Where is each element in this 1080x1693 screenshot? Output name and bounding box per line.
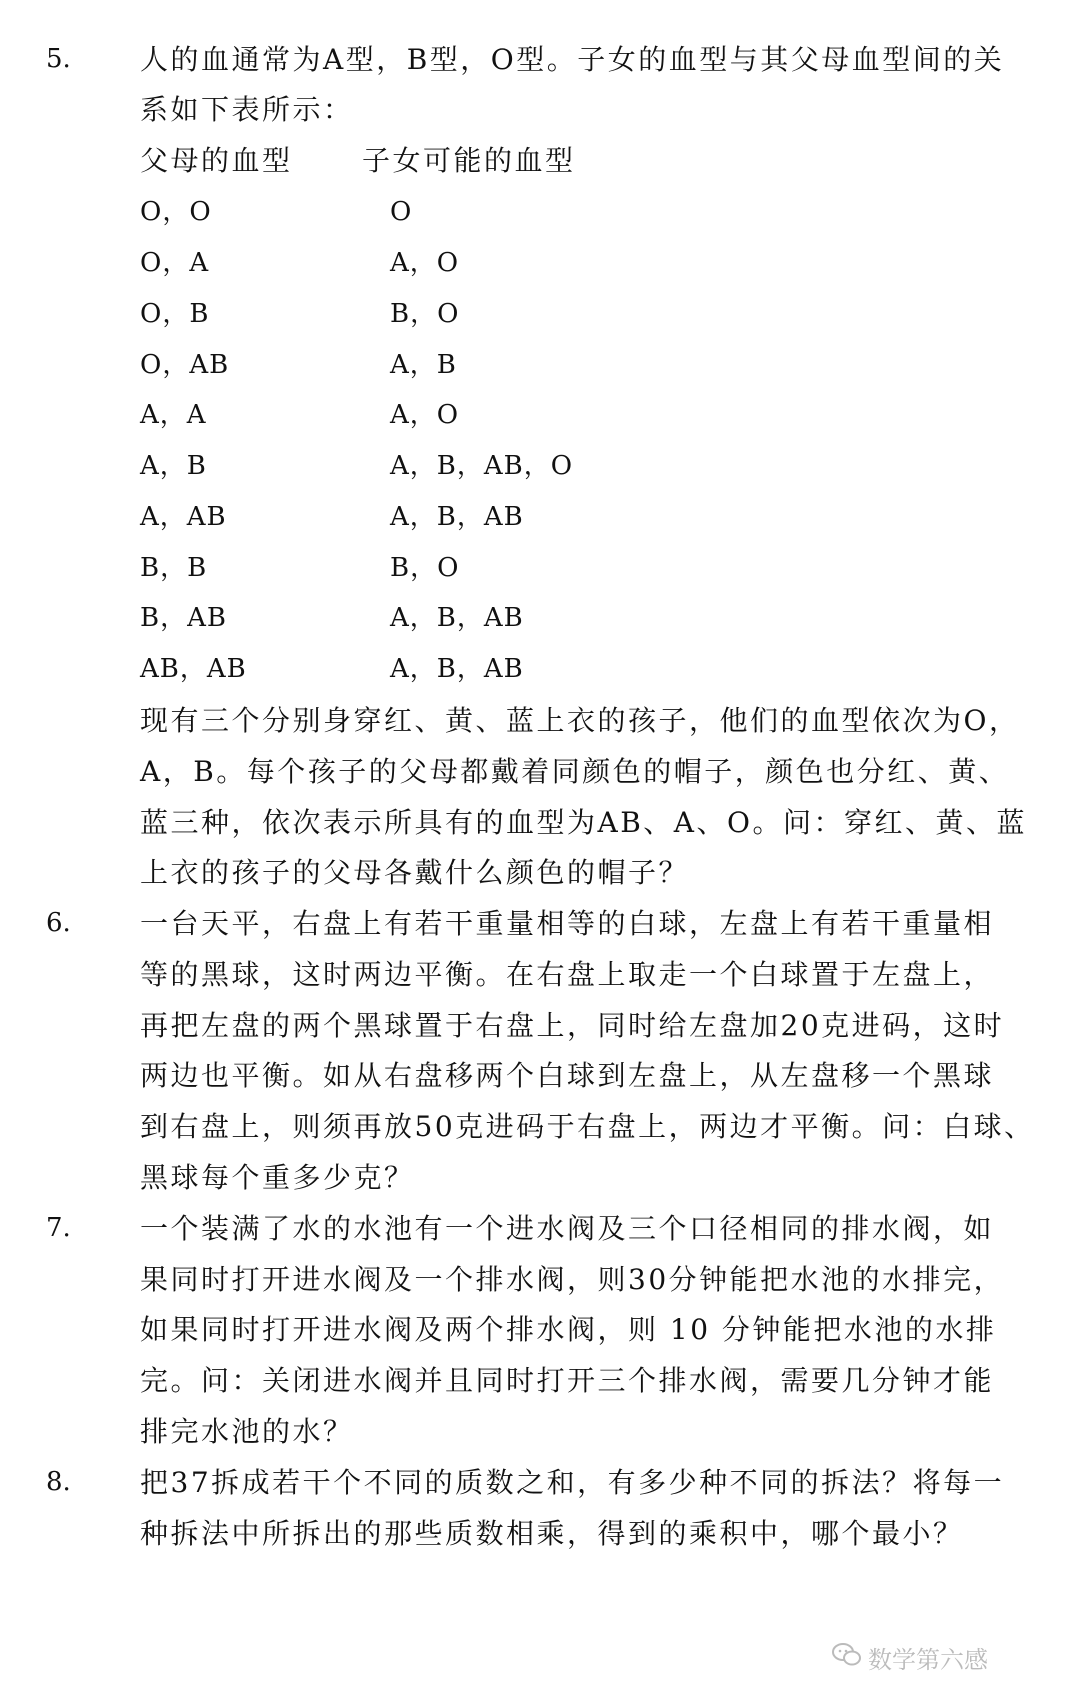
table-row xyxy=(0,338,1080,393)
problem-text-line: 等的黑球，这时两边平衡。在右盘上取走一个白球置于左盘上， xyxy=(140,958,995,991)
problem-text-line: 如果同时打开进水阀及两个排水阀，则 10 分钟能把水池的水排 xyxy=(140,1313,997,1346)
table-row xyxy=(0,642,1080,697)
parent-types: A，AB xyxy=(140,502,227,532)
problem-text-line: A，B。每个孩子的父母都戴着同颜色的帽子，颜色也分红、黄、 xyxy=(140,755,1010,788)
problem-text-line: 蓝三种，依次表示所具有的血型为AB、A、O。问：穿红、黄、蓝 xyxy=(140,806,1027,839)
problem-text-line: 完。问：关闭进水阀并且同时打开三个排水阀，需要几分钟才能 xyxy=(140,1364,995,1397)
problem-text-line: 上衣的孩子的父母各戴什么颜色的帽子？ xyxy=(140,856,690,889)
table-row xyxy=(0,236,1080,291)
child-types: A，B，AB xyxy=(390,502,524,532)
header-parent: 父母的血型 xyxy=(140,144,293,177)
child-types: A，B，AB，O xyxy=(390,451,574,481)
table-row xyxy=(0,185,1080,240)
table-row xyxy=(0,490,1080,545)
problem-text-line: 把37拆成若干个不同的质数之和，有多少种不同的拆法？将每一 xyxy=(140,1466,1005,1499)
parent-types: O，A xyxy=(140,248,210,278)
child-types: A，B，AB xyxy=(390,654,524,684)
child-types: B，O xyxy=(390,299,460,329)
table-row xyxy=(0,541,1080,596)
problem-number: 7. xyxy=(46,1213,71,1243)
wechat-icon xyxy=(832,1642,862,1668)
child-types: A，O xyxy=(390,248,460,278)
watermark: 数学第六感 xyxy=(868,1646,988,1674)
parent-types: AB，AB xyxy=(140,654,247,684)
problem-number: 8. xyxy=(46,1467,71,1497)
problem-text-line: 两边也平衡。如从右盘移两个白球到左盘上，从左盘移一个黑球 xyxy=(140,1059,995,1092)
table-row xyxy=(0,439,1080,494)
child-types: B，O xyxy=(390,553,460,583)
table-row xyxy=(0,388,1080,443)
table-header xyxy=(0,133,1080,188)
problem-text-line: 系如下表所示： xyxy=(140,93,354,126)
parent-types: A，A xyxy=(140,400,207,430)
parent-types: O，B xyxy=(140,299,210,329)
problem-text-line: 排完水池的水？ xyxy=(140,1415,354,1448)
problem-text-line: 再把左盘的两个黑球置于右盘上，同时给左盘加20克进码，这时 xyxy=(140,1009,1005,1042)
parent-types: O，O xyxy=(140,197,212,227)
problem-text-line: 黑球每个重多少克？ xyxy=(140,1161,415,1194)
header-child: 子女可能的血型 xyxy=(362,144,576,177)
parent-types: B，AB xyxy=(140,603,227,633)
child-types: A，B xyxy=(390,350,457,380)
problem-text-line: 现有三个分别身穿红、黄、蓝上衣的孩子，他们的血型依次为O， xyxy=(140,704,1020,737)
child-types: A，O xyxy=(390,400,460,430)
parent-types: B，B xyxy=(140,553,208,583)
problem-number: 5. xyxy=(46,44,71,74)
problem-text-line: 一个装满了水的水池有一个进水阀及三个口径相同的排水阀，如 xyxy=(140,1212,995,1245)
problem-number: 6. xyxy=(46,908,71,938)
table-row xyxy=(0,287,1080,342)
child-types: A，B，AB xyxy=(390,603,524,633)
parent-types: O，AB xyxy=(140,350,230,380)
problem-text-line: 种拆法中所拆出的那些质数相乘，得到的乘积中，哪个最小？ xyxy=(140,1517,964,1550)
problem-text-line: 到右盘上，则须再放50克进码于右盘上，两边才平衡。问：白球、 xyxy=(140,1110,1035,1143)
child-types: O xyxy=(390,197,413,227)
parent-types: A，B xyxy=(140,451,207,481)
problem-text-line: 果同时打开进水阀及一个排水阀，则30分钟能把水池的水排完， xyxy=(140,1263,1005,1296)
problem-text-line: 一台天平，右盘上有若干重量相等的白球，左盘上有若干重量相 xyxy=(140,907,995,940)
table-row xyxy=(0,591,1080,646)
problem-text-line: 人的血通常为A型，B型，O型。子女的血型与其父母血型间的关 xyxy=(140,43,1005,76)
